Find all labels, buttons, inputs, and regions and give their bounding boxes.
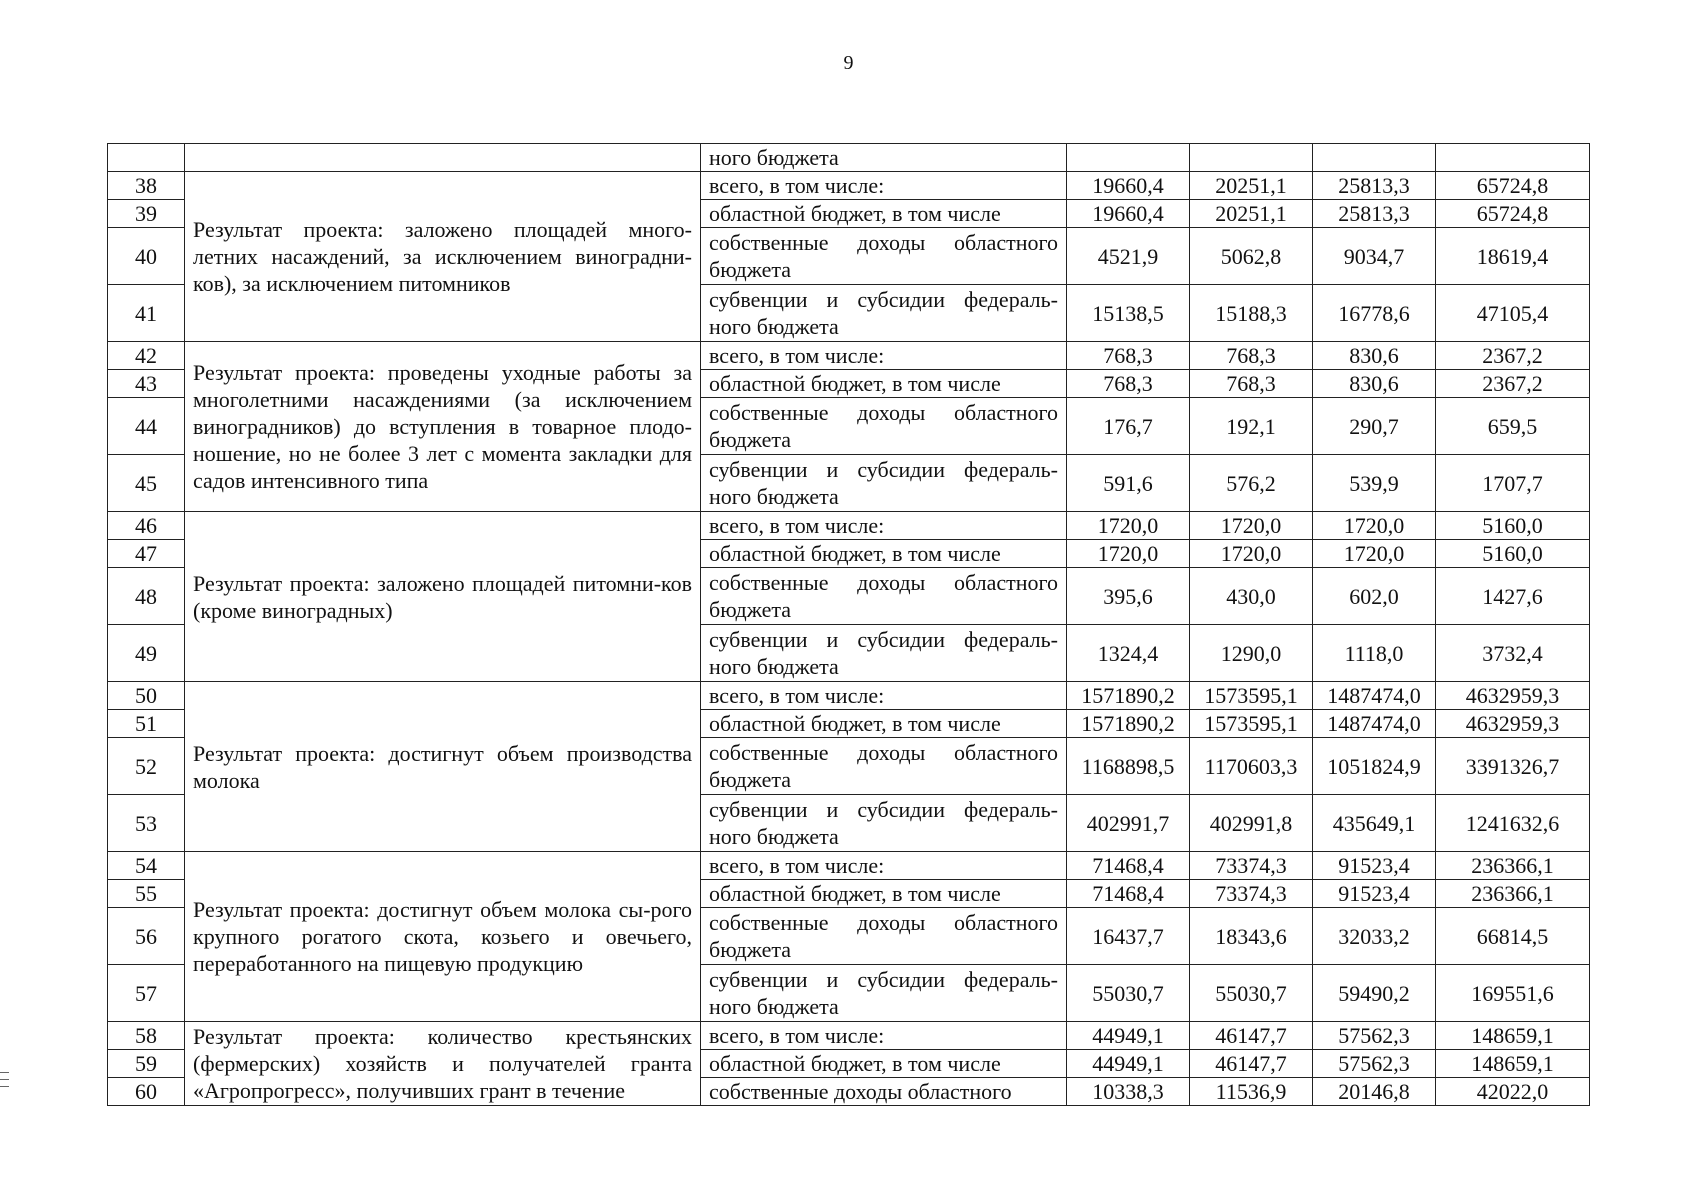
result-description-cell: Результат проекта: достигнут объем молока сы-рого крупного рогатого скота, козьего и овечьего, переработанного на пищевую продукцию bbox=[185, 852, 701, 1022]
value-cell: 236366,1 bbox=[1436, 880, 1590, 908]
value-cell: 830,6 bbox=[1313, 342, 1436, 370]
table-row bbox=[108, 1022, 1590, 1050]
value-cell: 57562,3 bbox=[1313, 1022, 1436, 1050]
value-cell: 1720,0 bbox=[1313, 512, 1436, 540]
table-row bbox=[108, 172, 1590, 200]
row-number-cell: 43 bbox=[108, 370, 185, 398]
table-row bbox=[108, 682, 1590, 710]
value-cell: 20251,1 bbox=[1190, 172, 1313, 200]
value-cell: 1573595,1 bbox=[1190, 710, 1313, 738]
row-number-cell: 58 bbox=[108, 1022, 185, 1050]
value-cell: 5160,0 bbox=[1436, 540, 1590, 568]
row-number-cell: 48 bbox=[108, 568, 185, 625]
value-cell: 1427,6 bbox=[1436, 568, 1590, 625]
value-cell: 55030,7 bbox=[1067, 965, 1190, 1022]
description-cell bbox=[185, 144, 701, 172]
value-cell: 32033,2 bbox=[1313, 908, 1436, 965]
value-cell: 15138,5 bbox=[1067, 285, 1190, 342]
value-cell: 25813,3 bbox=[1313, 200, 1436, 228]
value-cell: 16778,6 bbox=[1313, 285, 1436, 342]
value-cell: 57562,3 bbox=[1313, 1050, 1436, 1078]
table-row bbox=[108, 342, 1590, 370]
value-cell: 768,3 bbox=[1190, 370, 1313, 398]
funding-source-cell: субвенции и субсидии федераль-ного бюджета bbox=[701, 285, 1067, 342]
value-cell: 20146,8 bbox=[1313, 1078, 1436, 1106]
value-cell: 18619,4 bbox=[1436, 228, 1590, 285]
value-cell: 2367,2 bbox=[1436, 342, 1590, 370]
value-cell: 44949,1 bbox=[1067, 1050, 1190, 1078]
row-number-cell: 59 bbox=[108, 1050, 185, 1078]
value-cell: 10338,3 bbox=[1067, 1078, 1190, 1106]
row-number-cell: 49 bbox=[108, 625, 185, 682]
funding-source-cell: всего, в том числе: bbox=[701, 682, 1067, 710]
table-row bbox=[108, 512, 1590, 540]
value-cell: 1720,0 bbox=[1190, 540, 1313, 568]
value-cell: 768,3 bbox=[1190, 342, 1313, 370]
funding-source-cell: субвенции и субсидии федераль-ного бюджета bbox=[701, 455, 1067, 512]
value-cell: 1051824,9 bbox=[1313, 738, 1436, 795]
value-cell: 71468,4 bbox=[1067, 880, 1190, 908]
value-cell: 5160,0 bbox=[1436, 512, 1590, 540]
value-cell bbox=[1067, 144, 1190, 172]
funding-source-cell: субвенции и субсидии федераль-ного бюджета bbox=[701, 965, 1067, 1022]
row-number-cell bbox=[108, 144, 185, 172]
value-cell: 830,6 bbox=[1313, 370, 1436, 398]
value-cell: 1573595,1 bbox=[1190, 682, 1313, 710]
value-cell: 19660,4 bbox=[1067, 172, 1190, 200]
funding-source-cell: собственные доходы областного бюджета bbox=[701, 738, 1067, 795]
funding-source-cell: всего, в том числе: bbox=[701, 512, 1067, 540]
value-cell: 169551,6 bbox=[1436, 965, 1590, 1022]
funding-source-cell: собственные доходы областного бюджета bbox=[701, 398, 1067, 455]
value-cell: 4632959,3 bbox=[1436, 710, 1590, 738]
value-cell: 65724,8 bbox=[1436, 200, 1590, 228]
value-cell: 539,9 bbox=[1313, 455, 1436, 512]
row-number-cell: 41 bbox=[108, 285, 185, 342]
value-cell: 395,6 bbox=[1067, 568, 1190, 625]
value-cell: 402991,7 bbox=[1067, 795, 1190, 852]
value-cell: 42022,0 bbox=[1436, 1078, 1590, 1106]
funding-source-cell: областной бюджет, в том числе bbox=[701, 710, 1067, 738]
continuation-row bbox=[108, 144, 1590, 172]
margin-mark bbox=[0, 1086, 9, 1087]
value-cell: 46147,7 bbox=[1190, 1022, 1313, 1050]
funding-source-cell: всего, в том числе: bbox=[701, 1022, 1067, 1050]
funding-source-cell: всего, в том числе: bbox=[701, 342, 1067, 370]
value-cell: 73374,3 bbox=[1190, 880, 1313, 908]
value-cell: 4521,9 bbox=[1067, 228, 1190, 285]
value-cell: 1571890,2 bbox=[1067, 682, 1190, 710]
row-number-cell: 57 bbox=[108, 965, 185, 1022]
value-cell: 192,1 bbox=[1190, 398, 1313, 455]
value-cell: 591,6 bbox=[1067, 455, 1190, 512]
row-number-cell: 54 bbox=[108, 852, 185, 880]
funding-source-cell: собственные доходы областного бюджета bbox=[701, 908, 1067, 965]
value-cell bbox=[1436, 144, 1590, 172]
row-number-cell: 42 bbox=[108, 342, 185, 370]
margin-mark bbox=[0, 1079, 9, 1080]
funding-source-cell: собственные доходы областного бюджета bbox=[701, 228, 1067, 285]
value-cell: 71468,4 bbox=[1067, 852, 1190, 880]
row-number-cell: 46 bbox=[108, 512, 185, 540]
value-cell: 46147,7 bbox=[1190, 1050, 1313, 1078]
funding-source-cell: всего, в том числе: bbox=[701, 852, 1067, 880]
funding-source-cell: областной бюджет, в том числе bbox=[701, 1050, 1067, 1078]
row-number-cell: 51 bbox=[108, 710, 185, 738]
value-cell: 1720,0 bbox=[1313, 540, 1436, 568]
value-cell: 1720,0 bbox=[1190, 512, 1313, 540]
value-cell: 5062,8 bbox=[1190, 228, 1313, 285]
value-cell: 11536,9 bbox=[1190, 1078, 1313, 1106]
funding-source-cell: субвенции и субсидии федераль-ного бюджета bbox=[701, 625, 1067, 682]
value-cell: 768,3 bbox=[1067, 370, 1190, 398]
value-cell: 176,7 bbox=[1067, 398, 1190, 455]
result-description-cell: Результат проекта: достигнут объем производства молока bbox=[185, 682, 701, 852]
value-cell: 91523,4 bbox=[1313, 852, 1436, 880]
value-cell: 1571890,2 bbox=[1067, 710, 1190, 738]
value-cell: 1168898,5 bbox=[1067, 738, 1190, 795]
row-number-cell: 47 bbox=[108, 540, 185, 568]
value-cell: 1170603,3 bbox=[1190, 738, 1313, 795]
value-cell: 65724,8 bbox=[1436, 172, 1590, 200]
funding-source-cell: областной бюджет, в том числе bbox=[701, 370, 1067, 398]
value-cell: 59490,2 bbox=[1313, 965, 1436, 1022]
value-cell: 402991,8 bbox=[1190, 795, 1313, 852]
funding-source-cell: областной бюджет, в том числе bbox=[701, 540, 1067, 568]
value-cell: 44949,1 bbox=[1067, 1022, 1190, 1050]
row-number-cell: 39 bbox=[108, 200, 185, 228]
funding-source-cell: всего, в том числе: bbox=[701, 172, 1067, 200]
value-cell: 1290,0 bbox=[1190, 625, 1313, 682]
page-number: 9 bbox=[843, 52, 854, 74]
value-cell: 1720,0 bbox=[1067, 540, 1190, 568]
row-number-cell: 44 bbox=[108, 398, 185, 455]
value-cell: 73374,3 bbox=[1190, 852, 1313, 880]
value-cell: 18343,6 bbox=[1190, 908, 1313, 965]
value-cell: 1720,0 bbox=[1067, 512, 1190, 540]
value-cell: 9034,7 bbox=[1313, 228, 1436, 285]
value-cell bbox=[1313, 144, 1436, 172]
value-cell: 1241632,6 bbox=[1436, 795, 1590, 852]
value-cell: 1324,4 bbox=[1067, 625, 1190, 682]
value-cell: 20251,1 bbox=[1190, 200, 1313, 228]
result-description-cell: Результат проекта: заложено площадей питомни-ков (кроме виноградных) bbox=[185, 512, 701, 682]
row-number-cell: 52 bbox=[108, 738, 185, 795]
row-number-cell: 55 bbox=[108, 880, 185, 908]
value-cell: 55030,7 bbox=[1190, 965, 1313, 1022]
table-row bbox=[108, 852, 1590, 880]
budget-table bbox=[107, 143, 1590, 1106]
funding-source-cell: собственные доходы областного бюджета bbox=[701, 568, 1067, 625]
value-cell: 148659,1 bbox=[1436, 1022, 1590, 1050]
funding-source-cell: собственные доходы областного bbox=[701, 1078, 1067, 1106]
value-cell: 768,3 bbox=[1067, 342, 1190, 370]
value-cell: 47105,4 bbox=[1436, 285, 1590, 342]
value-cell: 66814,5 bbox=[1436, 908, 1590, 965]
funding-source-cell: областной бюджет, в том числе bbox=[701, 880, 1067, 908]
value-cell: 148659,1 bbox=[1436, 1050, 1590, 1078]
row-number-cell: 53 bbox=[108, 795, 185, 852]
value-cell: 3732,4 bbox=[1436, 625, 1590, 682]
value-cell: 659,5 bbox=[1436, 398, 1590, 455]
value-cell: 602,0 bbox=[1313, 568, 1436, 625]
funding-source-cell: ного бюджета bbox=[701, 144, 1067, 172]
row-number-cell: 38 bbox=[108, 172, 185, 200]
value-cell: 3391326,7 bbox=[1436, 738, 1590, 795]
value-cell: 1118,0 bbox=[1313, 625, 1436, 682]
funding-source-cell: субвенции и субсидии федераль-ного бюджета bbox=[701, 795, 1067, 852]
value-cell: 4632959,3 bbox=[1436, 682, 1590, 710]
row-number-cell: 45 bbox=[108, 455, 185, 512]
value-cell: 1487474,0 bbox=[1313, 710, 1436, 738]
table-body bbox=[108, 144, 1590, 1106]
row-number-cell: 56 bbox=[108, 908, 185, 965]
value-cell: 2367,2 bbox=[1436, 370, 1590, 398]
value-cell: 576,2 bbox=[1190, 455, 1313, 512]
value-cell: 290,7 bbox=[1313, 398, 1436, 455]
value-cell: 16437,7 bbox=[1067, 908, 1190, 965]
value-cell: 91523,4 bbox=[1313, 880, 1436, 908]
result-description-cell: Результат проекта: заложено площадей много-летних насаждений, за исключением виноградни-ков), за исключением питомников bbox=[185, 172, 701, 342]
funding-source-cell: областной бюджет, в том числе bbox=[701, 200, 1067, 228]
row-number-cell: 60 bbox=[108, 1078, 185, 1106]
value-cell: 1487474,0 bbox=[1313, 682, 1436, 710]
row-number-cell: 50 bbox=[108, 682, 185, 710]
value-cell: 435649,1 bbox=[1313, 795, 1436, 852]
margin-mark bbox=[0, 1072, 9, 1073]
value-cell: 236366,1 bbox=[1436, 852, 1590, 880]
row-number-cell: 40 bbox=[108, 228, 185, 285]
value-cell: 430,0 bbox=[1190, 568, 1313, 625]
value-cell bbox=[1190, 144, 1313, 172]
result-description-cell: Результат проекта: проведены уходные работы за многолетними насаждениями (за исключением виноградников) до вступления в товарное плодо-ношение, но не более 3 лет с момента закладки для садов интенсивного типа bbox=[185, 342, 701, 512]
value-cell: 1707,7 bbox=[1436, 455, 1590, 512]
value-cell: 25813,3 bbox=[1313, 172, 1436, 200]
result-description-cell: Результат проекта: количество крестьянских (фермерских) хозяйств и получателей гранта «Агропрогресс», получивших грант в течение bbox=[185, 1022, 701, 1106]
value-cell: 19660,4 bbox=[1067, 200, 1190, 228]
value-cell: 15188,3 bbox=[1190, 285, 1313, 342]
